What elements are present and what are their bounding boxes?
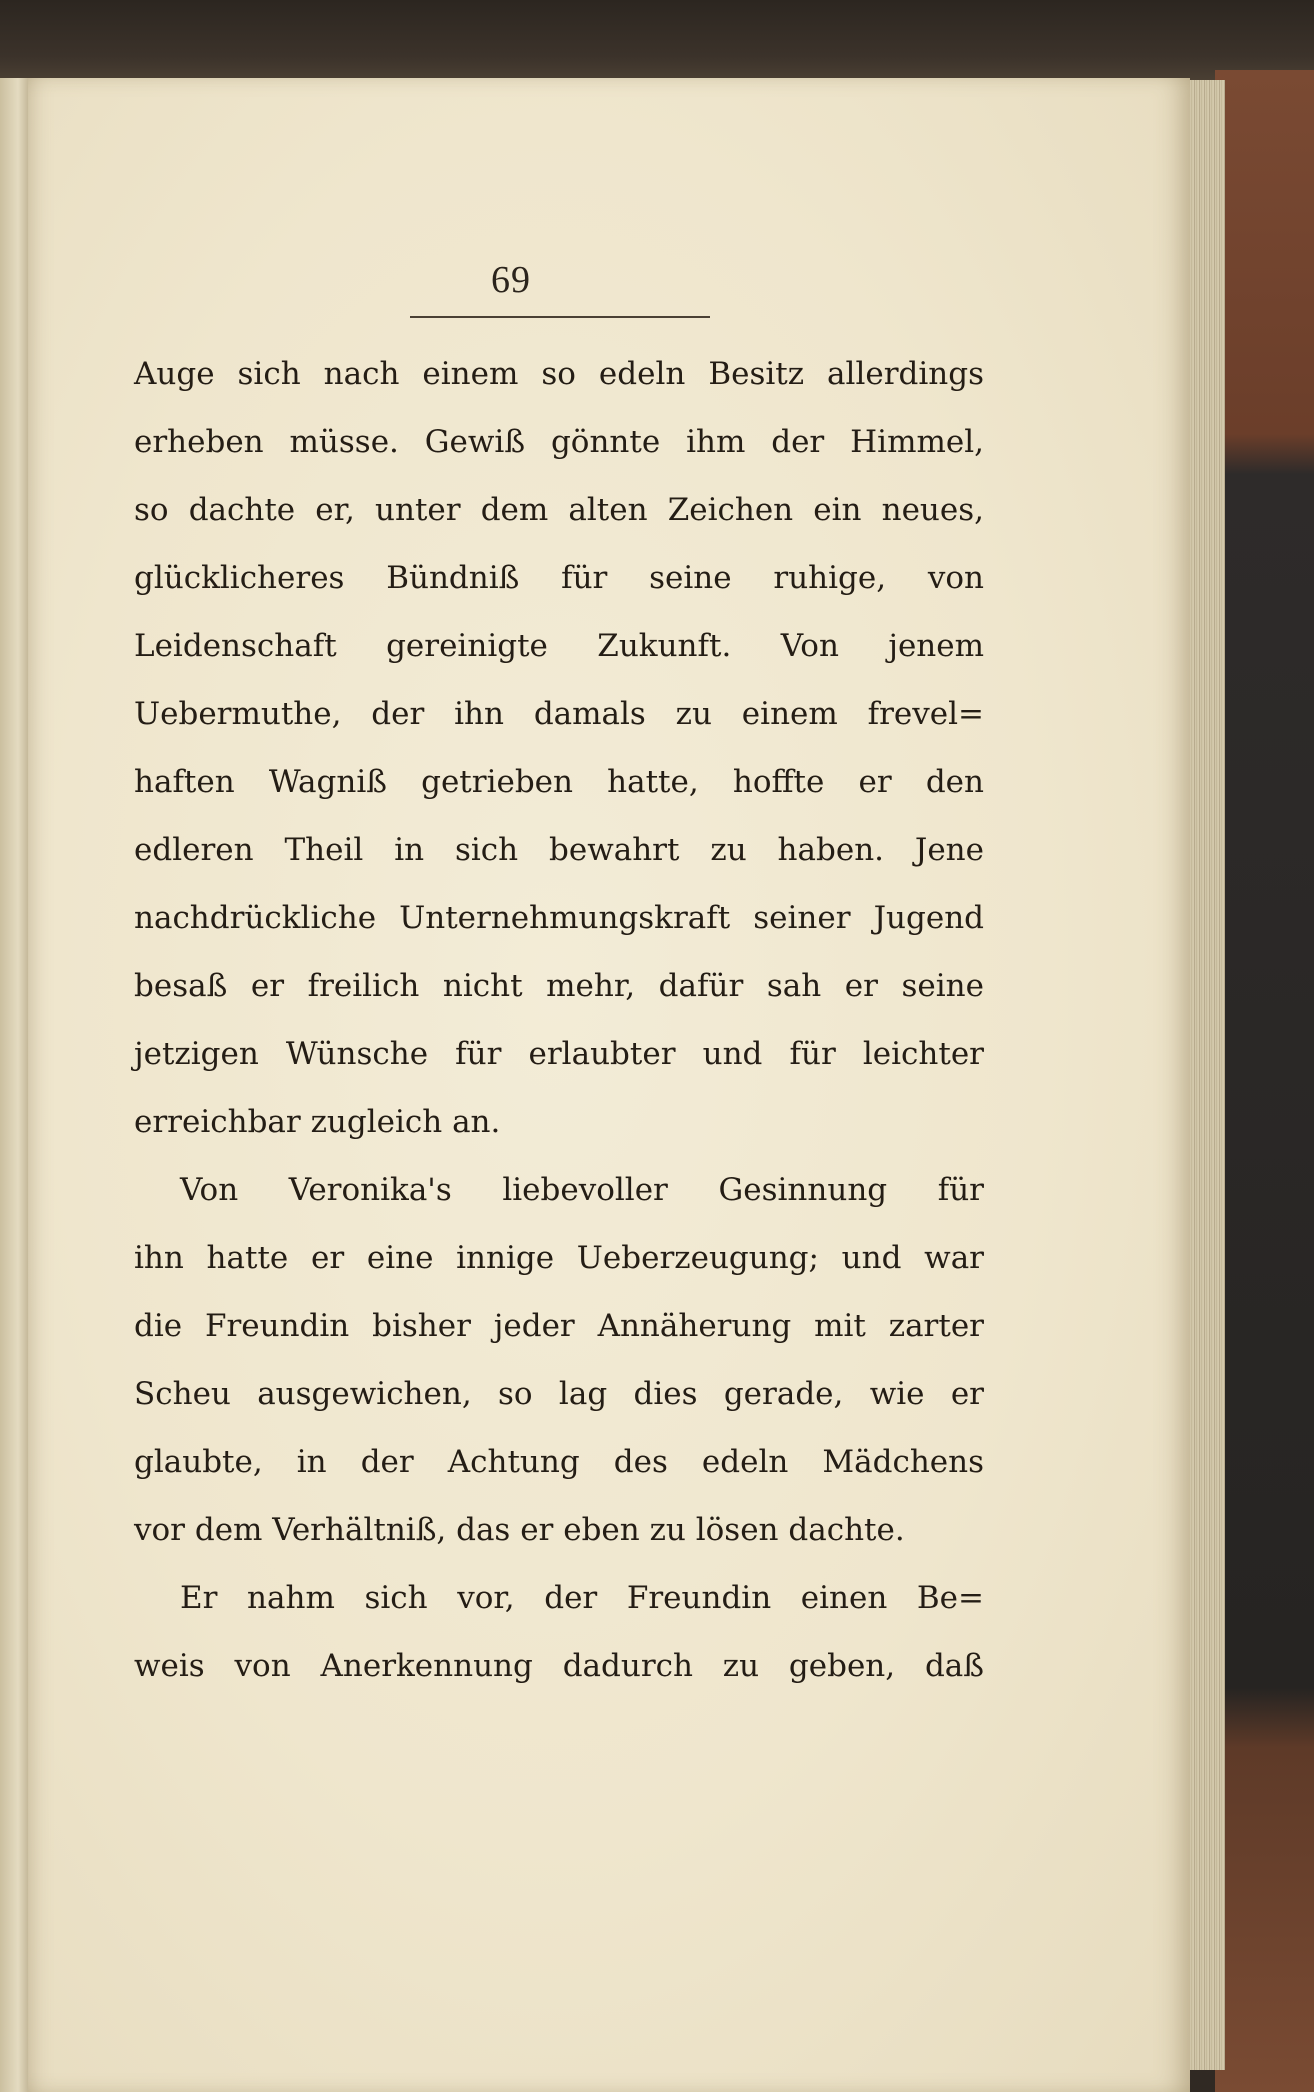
book-cover-edge xyxy=(1215,70,1314,2092)
text-line: glücklicheres Bündniß für seine ruhige, von xyxy=(134,560,984,596)
text-line: Er nahm sich vor, der Freundin einen Be= xyxy=(180,1580,984,1616)
text-line: die Freundin bisher jeder Annäherung mit zarter xyxy=(134,1308,984,1344)
text-line: Auge sich nach einem so edeln Besitz allerdings xyxy=(134,356,984,392)
text-line: haften Wagniß getrieben hatte, hoffte er den xyxy=(134,764,984,800)
text-line: vor dem Verhältniß, das er eben zu lösen dachte. xyxy=(134,1512,905,1548)
text-line: edleren Theil in sich bewahrt zu haben. Jene xyxy=(134,832,984,868)
text-line: weis von Anerkennung dadurch zu geben, daß xyxy=(134,1648,984,1684)
left-page-edge xyxy=(0,78,30,2092)
book-page xyxy=(28,78,1190,2092)
text-line: jetzigen Wünsche für erlaubter und für leichter xyxy=(134,1036,984,1072)
text-line: erheben müsse. Gewiß gönnte ihm der Himmel, xyxy=(134,424,984,460)
text-line: glaubte, in der Achtung des edeln Mädchens xyxy=(134,1444,984,1480)
text-line: ihn hatte er eine innige Ueberzeugung; und war xyxy=(134,1240,984,1276)
header-rule xyxy=(410,316,710,318)
page-body-text xyxy=(134,340,984,1700)
text-line: so dachte er, unter dem alten Zeichen ein neues, xyxy=(134,492,984,528)
text-line: Leidenschaft gereinigte Zukunft. Von jenem xyxy=(134,628,984,664)
text-line: Scheu ausgewichen, so lag dies gerade, wie er xyxy=(134,1376,984,1412)
text-line: nachdrückliche Unternehmungskraft seiner Jugend xyxy=(134,900,984,936)
scan-background-top xyxy=(0,0,1314,80)
text-line: Uebermuthe, der ihn damals zu einem frevel= xyxy=(134,696,984,732)
page-number: 69 xyxy=(491,259,531,301)
page-stack-edges xyxy=(1185,80,1225,2070)
text-line: Von Veronika's liebevoller Gesinnung für xyxy=(180,1172,984,1208)
text-line: besaß er freilich nicht mehr, dafür sah er seine xyxy=(134,968,984,1004)
text-line: erreichbar zugleich an. xyxy=(134,1104,501,1140)
